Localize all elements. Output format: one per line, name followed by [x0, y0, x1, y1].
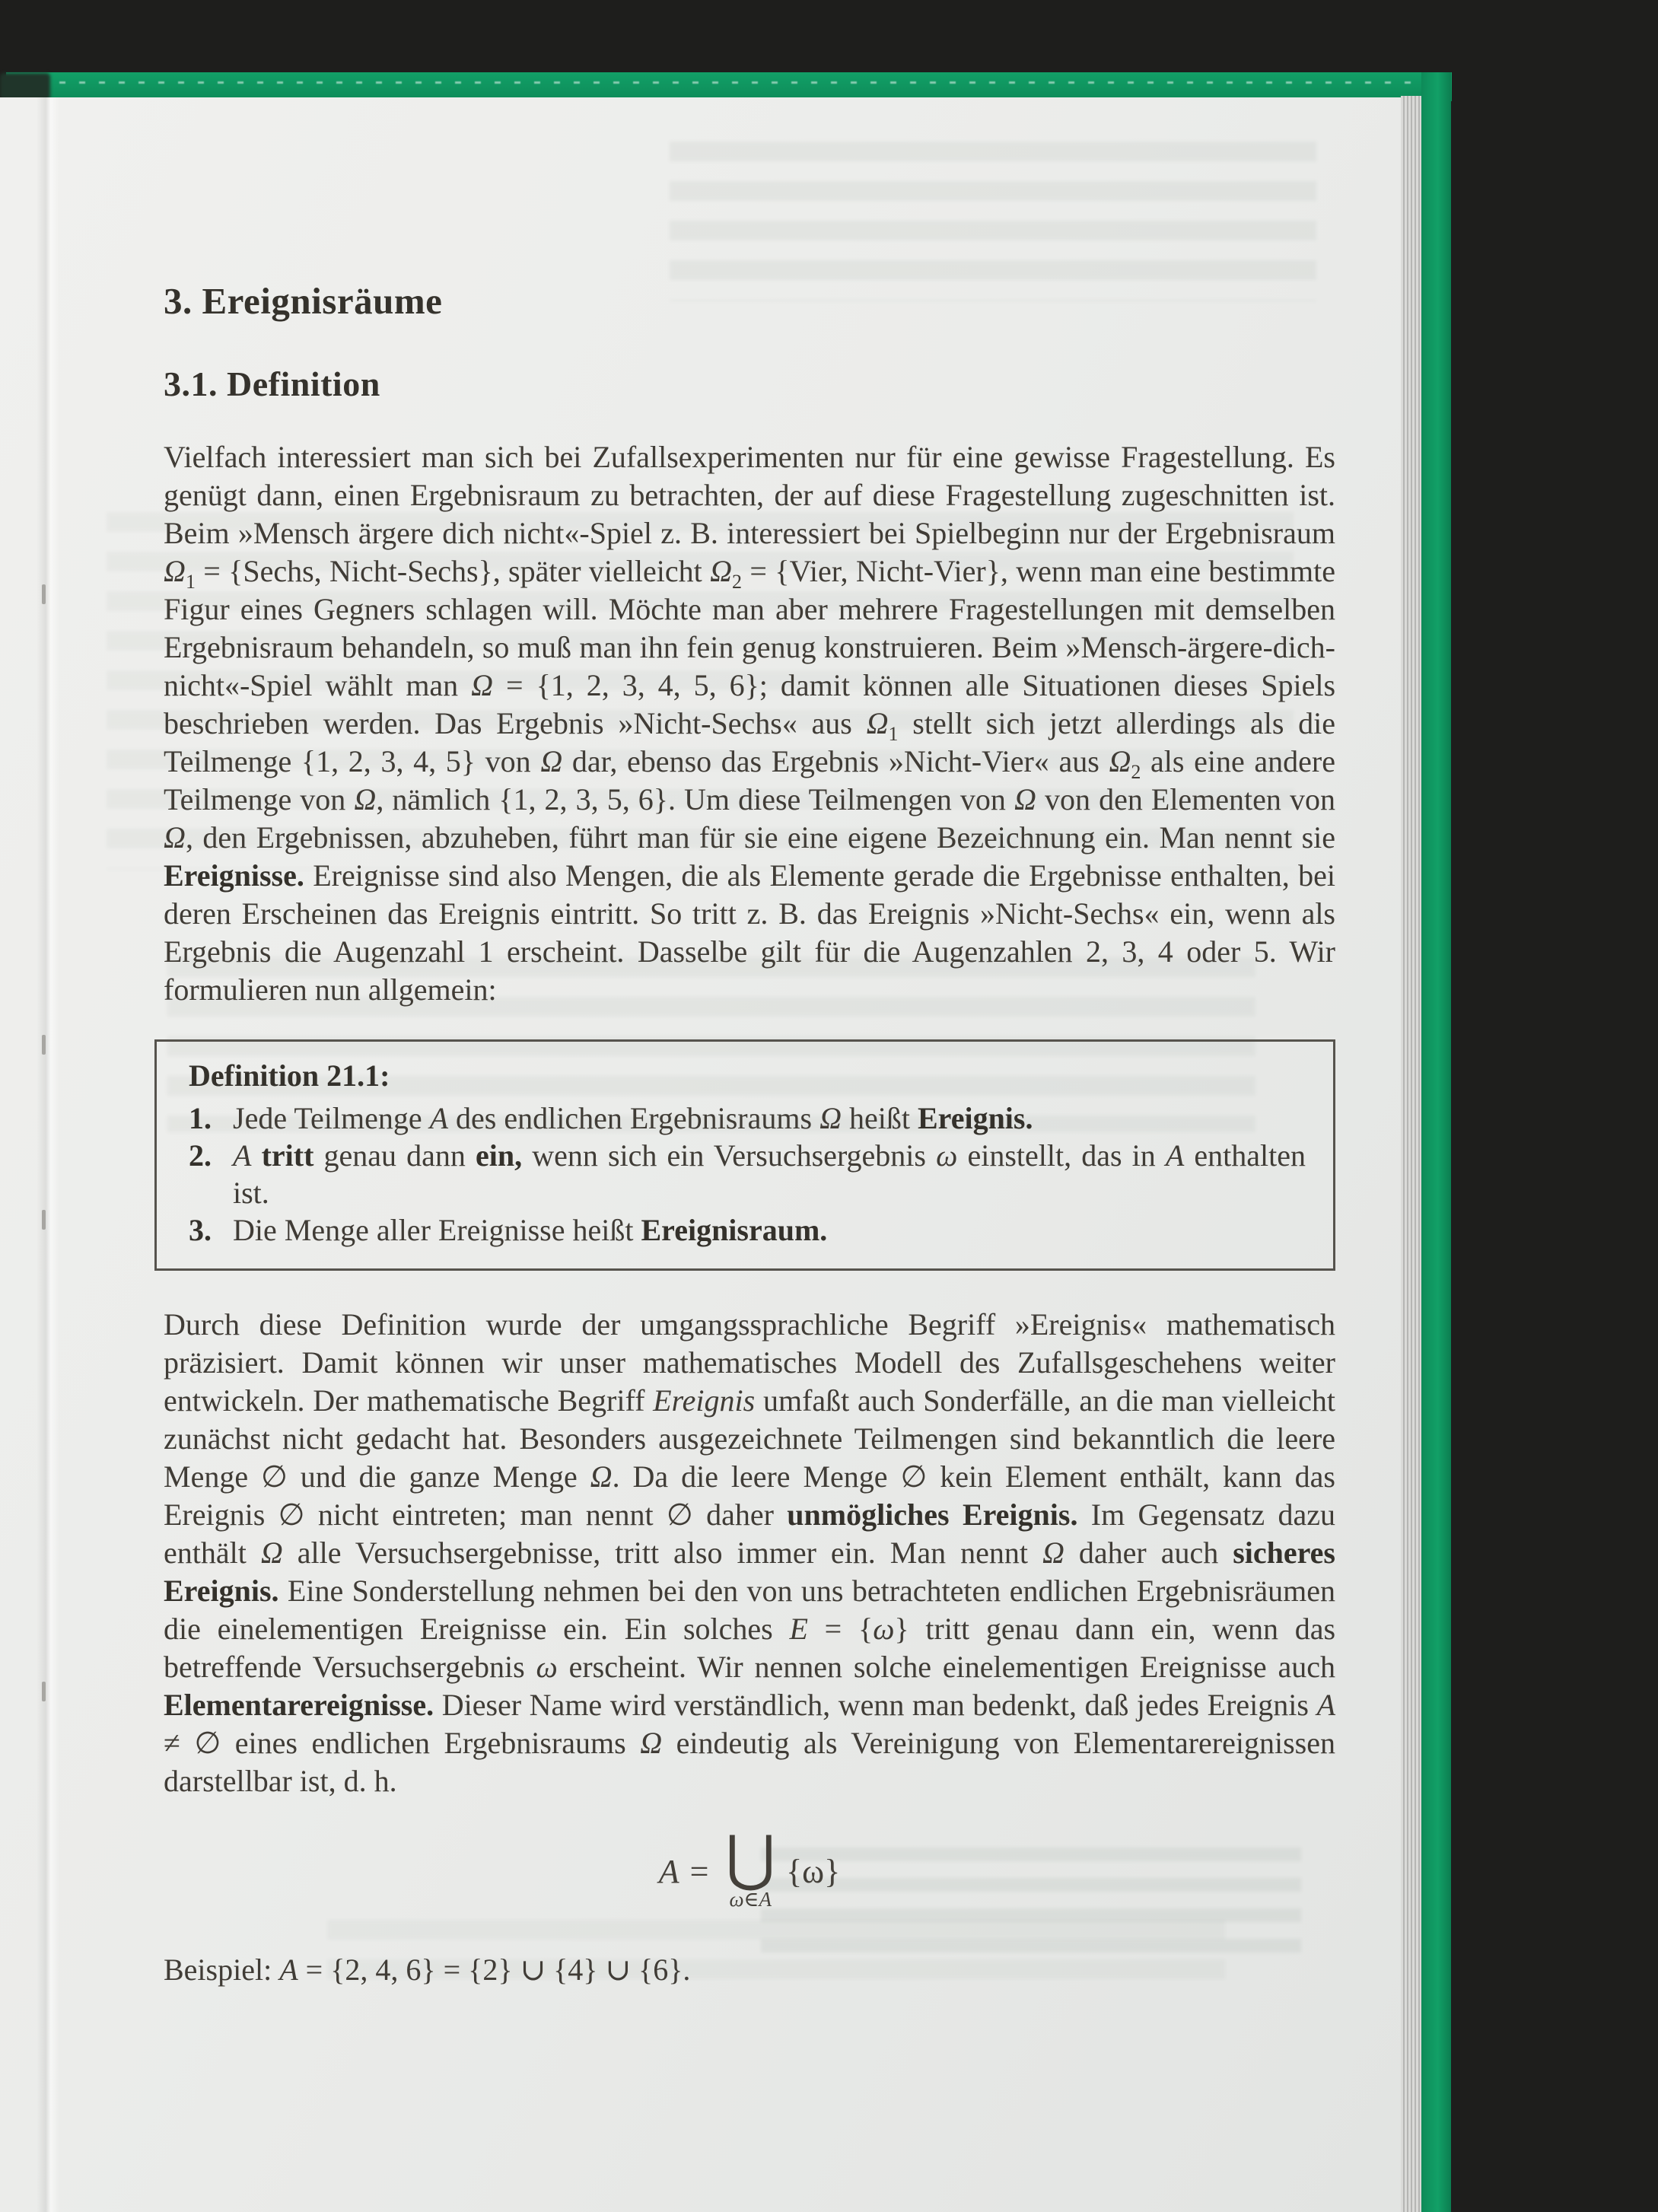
definition-item-3 — [189, 1211, 1306, 1249]
definition-item-2 — [189, 1137, 1306, 1211]
union-operator-with-limits — [725, 1825, 776, 1911]
cover-scratch-line — [59, 81, 1421, 84]
formula-operand: {ω} — [786, 1852, 841, 1890]
formula-equals: = — [689, 1852, 709, 1890]
union-operator-icon: ⋃ — [725, 1825, 776, 1892]
union-formula — [164, 1825, 1335, 1911]
section-heading: 3.1. Definition — [164, 364, 380, 403]
definition-box — [154, 1039, 1335, 1271]
paragraph-1: Vielfach interessiert man sich bei Zufallsexperimenten nur für eine gewisse Fragestellung. Es genügt dann, einen Ergebnisraum zu betrachten, der auf diese Fragestellung zugeschnitten ist. Beim »Mensch ärgere dich nicht«-Spiel z. B. interessiert bei Spielbeginn nur der Ergebnisraum $\Omega_1$ = {Sechs, Nicht-Sechs}, später vielleicht $\Omega_2$ = {Vier, Nicht-Vier}, wenn man eine bestimmte Figur eines Gegners schlagen will. Möchte man aber mehrere Fragestellungen mit demselben Ergebnisraum behandeln, so muß man ihn fein genug konstruieren. Beim »Mensch-ärgere-dich-nicht«-Spiel wählt man Ω = {1, 2, 3, 4, 5, 6}; damit können alle Situationen dieses Spiels beschrieben werden. Das Ergebnis »Nicht-Sechs« aus $\Omega_1$ stellt sich jetzt allerdings als die Teilmenge {1, 2, 3, 4, 5} von Ω dar, ebenso das Ergebnis »Nicht-Vier« aus $\Omega_2$ als eine andere Teilmenge von Ω, nämlich {1, 2, 3, 5, 6}. Um diese Teilmengen von Ω von den Elementen von Ω, den Ergebnissen, abzuheben, führt man für sie eine eigene Bezeichnung ein. Man nennt sie Ereignisse. Ereignisse sind also Mengen, die als Elemente gerade die Ergebnisse enthalten, bei deren Erscheinen das Ereignis eintritt. So tritt z. B. das Ereignis »Nicht-Sechs« ein, wenn als Ergebnis die Augenzahl 1 erscheint. Dasselbe gilt für die Augenzahlen 2, 3, 4 oder 5. Wir formulieren nun allgemein: — [164, 440, 1336, 1007]
book-cover-right-edge — [1421, 72, 1451, 2212]
definition-item-1 — [189, 1100, 1306, 1137]
formula-lhs: A — [658, 1852, 679, 1890]
binding-stitch — [42, 584, 46, 604]
definition-item-text: Die Menge aller Ereignisse heißt Ereignisraum. — [233, 1213, 828, 1247]
definition-item-text: A tritt genau dann ein, wenn sich ein Versuchsergebnis ω einstellt, das in A enthalten ist. — [233, 1138, 1306, 1210]
page-gutter-shadow — [37, 97, 59, 2212]
example-line: Beispiel: A = {2, 4, 6} = {2} ∪ {4} ∪ {6}. — [164, 1953, 691, 1987]
cover-worn-spot — [0, 73, 50, 100]
definition-item-text: Jede Teilmenge A des endlichen Ergebnisraums Ω heißt Ereignis. — [233, 1101, 1033, 1135]
binding-stitch — [42, 1035, 46, 1055]
page-content — [164, 282, 1335, 1989]
page-stack-edge — [1401, 96, 1421, 2212]
binding-stitch — [42, 1210, 46, 1230]
bleed-through-text — [670, 142, 1316, 301]
definition-item-number: 2. — [189, 1138, 212, 1173]
paragraph-2: Durch diese Definition wurde der umgangssprachliche Begriff »Ereignis« mathematisch präzisiert. Damit können wir unser mathematisches Modell des Zufallsgeschehens weiter entwickeln. Der mathematische Begriff Ereignis umfaßt auch Sonderfälle, an die man vielleicht zunächst nicht gedacht hat. Besonders ausgezeichnete Teilmengen sind bekanntlich die leere Menge ∅ und die ganze Menge Ω. Da die leere Menge ∅ kein Element enthält, kann das Ereignis ∅ nicht eintreten; man nennt ∅ daher unmögliches Ereignis. Im Gegensatz dazu enthält Ω alle Versuchsergebnisse, tritt also immer ein. Man nennt Ω daher auch sicheres Ereignis. Eine Sonderstellung nehmen bei den von uns betrachteten endlichen Ergebnisräumen die einelementigen Ereignisse ein. Ein solches E = {ω} tritt genau dann ein, wenn das betreffende Versuchsergebnis ω erscheint. Wir nennen solche einelementigen Ereignisse auch Elementarereignisse. Dieser Name wird verständlich, wenn man bedenkt, daß jedes Ereignis A ≠ ∅ eines endlichen Ergebnisraums Ω eindeutig als Vereinigung von Elementarereignissen darstellbar ist, d. h. — [164, 1307, 1336, 1798]
definition-item-number: 3. — [189, 1213, 212, 1247]
definition-title: Definition 21.1: — [189, 1058, 390, 1093]
paper-page — [0, 97, 1401, 2212]
definition-item-number: 1. — [189, 1101, 212, 1135]
union-limits: ω∈A — [729, 1888, 772, 1911]
binding-stitch — [42, 1682, 46, 1701]
chapter-heading: 3. Ereignisräume — [164, 280, 443, 322]
